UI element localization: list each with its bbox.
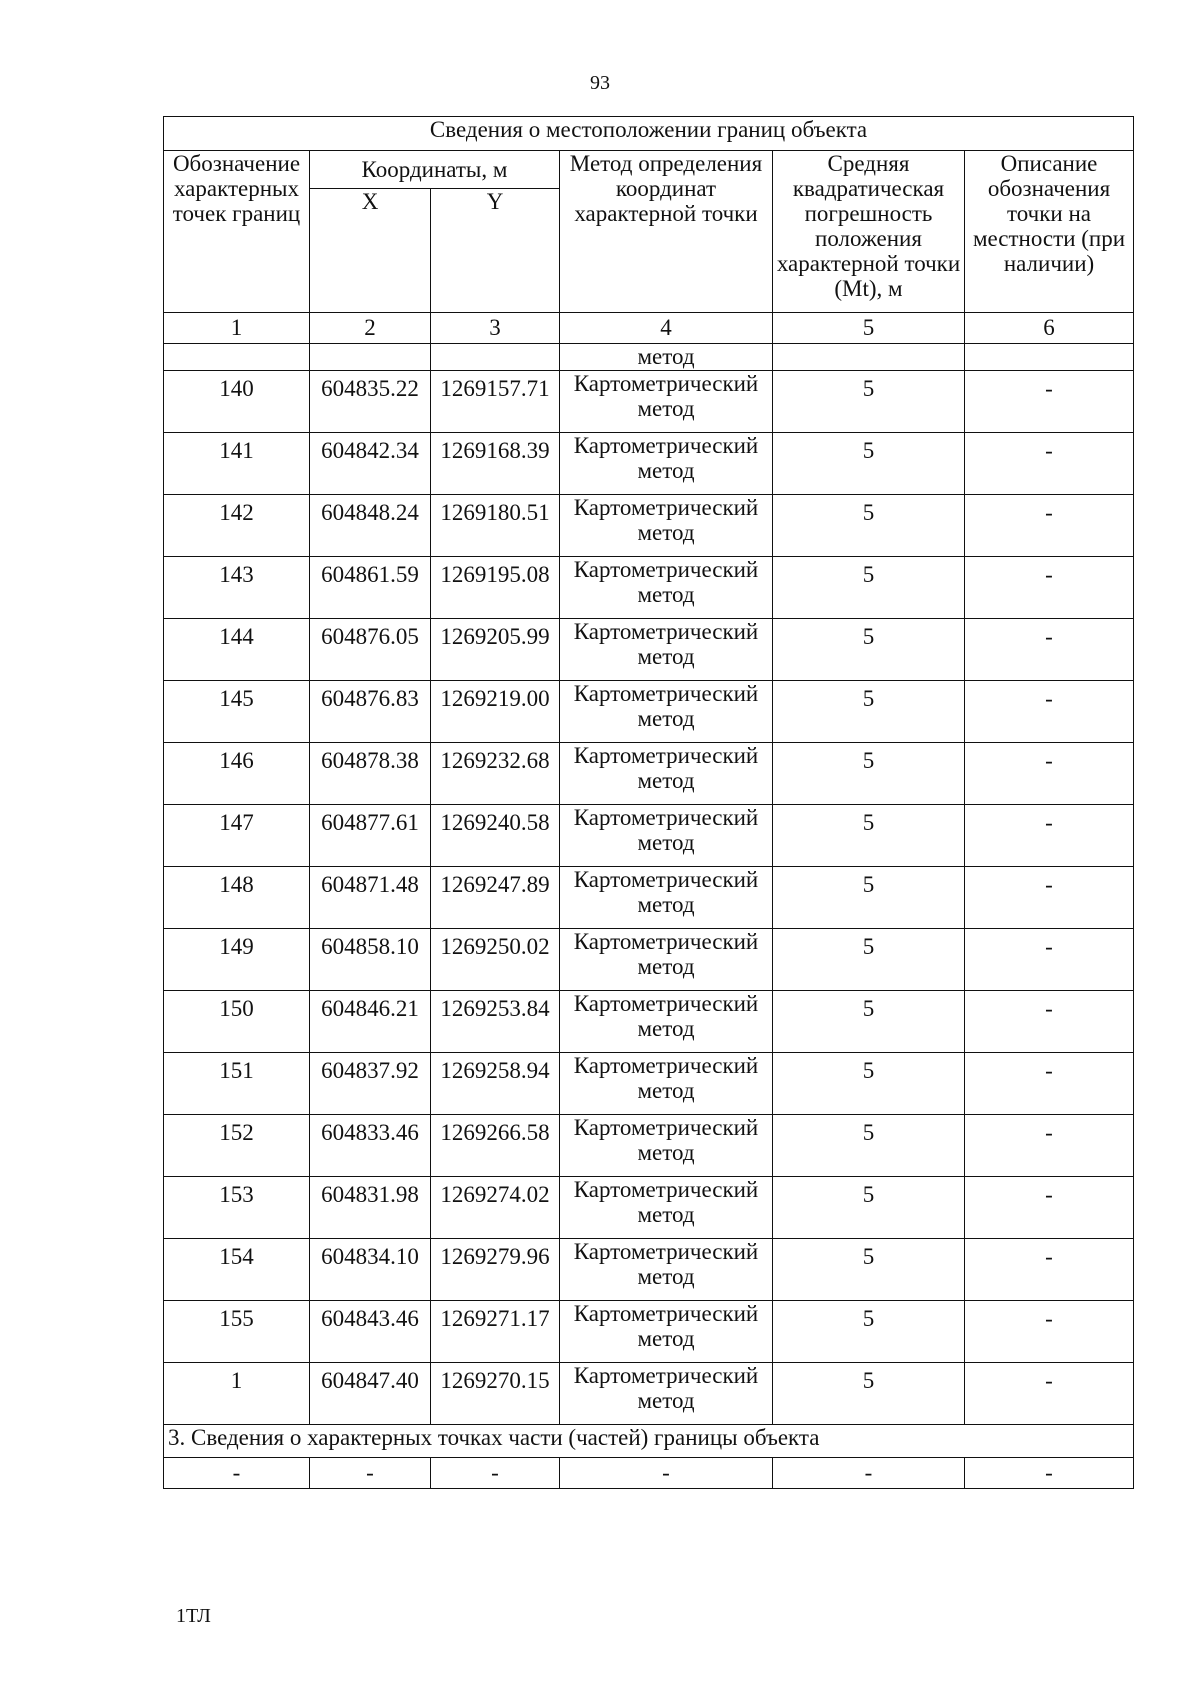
- method-line: метод: [637, 1078, 695, 1103]
- y-coordinate-cell: 1269274.02: [431, 1177, 560, 1239]
- method-line: Картометрический: [573, 1053, 759, 1078]
- y-coordinate-cell: 1269205.99: [431, 619, 560, 681]
- table-row: [164, 1301, 1134, 1363]
- table-row: [164, 371, 1134, 433]
- description-cell: -: [965, 557, 1134, 619]
- table-row: [164, 1177, 1134, 1239]
- point-cell: 149: [164, 929, 310, 991]
- description-cell: -: [965, 743, 1134, 805]
- method-line: метод: [637, 644, 695, 669]
- column-number: 1: [164, 313, 310, 344]
- section-3-value: -: [560, 1458, 773, 1489]
- table-row: [164, 805, 1134, 867]
- method-line: метод: [637, 520, 695, 545]
- x-coordinate-cell: 604878.38: [310, 743, 431, 805]
- method-line: Картометрический: [573, 743, 759, 768]
- method-line: Картометрический: [573, 619, 759, 644]
- x-coordinate-cell: 604877.61: [310, 805, 431, 867]
- method-cell: [560, 743, 773, 805]
- section-3-value: -: [773, 1458, 965, 1489]
- method-cell: [560, 805, 773, 867]
- point-cell: 148: [164, 867, 310, 929]
- method-cell: [560, 991, 773, 1053]
- description-cell: -: [965, 1239, 1134, 1301]
- table-row: [164, 1363, 1134, 1425]
- method-cell: [560, 867, 773, 929]
- column-number: 5: [773, 313, 965, 344]
- table-row: [164, 619, 1134, 681]
- method-cell: [560, 1301, 773, 1363]
- description-cell: -: [965, 433, 1134, 495]
- method-line: метод: [637, 830, 695, 855]
- mean-error-cell: 5: [773, 1301, 965, 1363]
- header-coordinates: Координаты, м: [310, 151, 560, 189]
- continuation-method: метод: [560, 344, 773, 371]
- point-cell: 147: [164, 805, 310, 867]
- header-x: X: [310, 189, 431, 313]
- x-coordinate-cell: 604847.40: [310, 1363, 431, 1425]
- method-line: Картометрический: [573, 371, 759, 396]
- method-cell: [560, 681, 773, 743]
- method-line: метод: [637, 954, 695, 979]
- section-3-value: -: [164, 1458, 310, 1489]
- y-coordinate-cell: 1269180.51: [431, 495, 560, 557]
- method-cell: [560, 619, 773, 681]
- description-cell: -: [965, 1115, 1134, 1177]
- continuation-row: [164, 344, 1134, 371]
- method-line: Картометрический: [573, 681, 759, 706]
- method-line: Картометрический: [573, 495, 759, 520]
- table-row: [164, 743, 1134, 805]
- header-y: Y: [431, 189, 560, 313]
- method-line: Картометрический: [573, 1363, 759, 1388]
- method-line: метод: [637, 396, 695, 421]
- mean-error-cell: 5: [773, 929, 965, 991]
- header-description: Описание обозначения точки на местности (при наличии): [965, 151, 1134, 313]
- method-cell: [560, 495, 773, 557]
- x-coordinate-cell: 604833.46: [310, 1115, 431, 1177]
- table-row: [164, 495, 1134, 557]
- table-row: [164, 1458, 1134, 1489]
- header-method: Метод определения координат характерной точки: [560, 151, 773, 313]
- y-coordinate-cell: 1269168.39: [431, 433, 560, 495]
- method-line: Картометрический: [573, 805, 759, 830]
- description-cell: -: [965, 867, 1134, 929]
- table-row: [164, 1239, 1134, 1301]
- mean-error-cell: 5: [773, 681, 965, 743]
- mean-error-cell: 5: [773, 1239, 965, 1301]
- column-number: 2: [310, 313, 431, 344]
- method-line: Картометрический: [573, 991, 759, 1016]
- boundary-coordinates-table: [163, 116, 1134, 1489]
- point-cell: 145: [164, 681, 310, 743]
- mean-error-cell: 5: [773, 1363, 965, 1425]
- description-cell: -: [965, 619, 1134, 681]
- method-cell: [560, 1115, 773, 1177]
- point-cell: 144: [164, 619, 310, 681]
- description-cell: -: [965, 1053, 1134, 1115]
- description-cell: -: [965, 371, 1134, 433]
- mean-error-cell: 5: [773, 991, 965, 1053]
- y-coordinate-cell: 1269219.00: [431, 681, 560, 743]
- x-coordinate-cell: 604861.59: [310, 557, 431, 619]
- method-cell: [560, 371, 773, 433]
- y-coordinate-cell: 1269258.94: [431, 1053, 560, 1115]
- description-cell: -: [965, 495, 1134, 557]
- method-line: метод: [637, 768, 695, 793]
- method-line: метод: [637, 892, 695, 917]
- method-line: метод: [637, 1264, 695, 1289]
- point-cell: 155: [164, 1301, 310, 1363]
- section-3-value: -: [310, 1458, 431, 1489]
- method-cell: [560, 433, 773, 495]
- mean-error-cell: 5: [773, 1177, 965, 1239]
- method-line: Картометрический: [573, 1239, 759, 1264]
- header-mean-error: Средняя квадратическая погрешность положения характерной точки (Mt), м: [773, 151, 965, 313]
- description-cell: -: [965, 805, 1134, 867]
- x-coordinate-cell: 604831.98: [310, 1177, 431, 1239]
- y-coordinate-cell: 1269232.68: [431, 743, 560, 805]
- mean-error-cell: 5: [773, 619, 965, 681]
- method-line: метод: [637, 706, 695, 731]
- y-coordinate-cell: 1269157.71: [431, 371, 560, 433]
- table-row: [164, 681, 1134, 743]
- section-3-title: 3. Сведения о характерных точках части (частей) границы объекта: [164, 1425, 1134, 1458]
- mean-error-cell: 5: [773, 557, 965, 619]
- x-coordinate-cell: 604871.48: [310, 867, 431, 929]
- method-line: Картометрический: [573, 1301, 759, 1326]
- y-coordinate-cell: 1269270.15: [431, 1363, 560, 1425]
- x-coordinate-cell: 604837.92: [310, 1053, 431, 1115]
- point-cell: 154: [164, 1239, 310, 1301]
- section-3-value: -: [965, 1458, 1134, 1489]
- table-row: [164, 557, 1134, 619]
- point-cell: 143: [164, 557, 310, 619]
- y-coordinate-cell: 1269279.96: [431, 1239, 560, 1301]
- x-coordinate-cell: 604842.34: [310, 433, 431, 495]
- y-coordinate-cell: 1269253.84: [431, 991, 560, 1053]
- method-line: Картометрический: [573, 1115, 759, 1140]
- point-cell: 152: [164, 1115, 310, 1177]
- column-number: 4: [560, 313, 773, 344]
- mean-error-cell: 5: [773, 371, 965, 433]
- x-coordinate-cell: 604876.83: [310, 681, 431, 743]
- mean-error-cell: 5: [773, 495, 965, 557]
- section-3-value: -: [431, 1458, 560, 1489]
- x-coordinate-cell: 604848.24: [310, 495, 431, 557]
- y-coordinate-cell: 1269247.89: [431, 867, 560, 929]
- table-row: [164, 1115, 1134, 1177]
- header-point-designation: Обозначение характерных точек границ: [164, 151, 310, 313]
- mean-error-cell: 5: [773, 805, 965, 867]
- table-row: [164, 991, 1134, 1053]
- mean-error-cell: 5: [773, 1053, 965, 1115]
- method-cell: [560, 929, 773, 991]
- column-number: 3: [431, 313, 560, 344]
- point-cell: 142: [164, 495, 310, 557]
- table-row: [164, 929, 1134, 991]
- description-cell: -: [965, 1177, 1134, 1239]
- point-cell: 140: [164, 371, 310, 433]
- method-line: метод: [637, 458, 695, 483]
- table-row: [164, 433, 1134, 495]
- method-cell: [560, 1053, 773, 1115]
- page-number: 93: [590, 72, 610, 94]
- x-coordinate-cell: 604835.22: [310, 371, 431, 433]
- method-line: Картометрический: [573, 929, 759, 954]
- y-coordinate-cell: 1269250.02: [431, 929, 560, 991]
- y-coordinate-cell: 1269266.58: [431, 1115, 560, 1177]
- method-cell: [560, 1239, 773, 1301]
- table-row: [164, 1053, 1134, 1115]
- x-coordinate-cell: 604843.46: [310, 1301, 431, 1363]
- mean-error-cell: 5: [773, 1115, 965, 1177]
- method-line: метод: [637, 582, 695, 607]
- x-coordinate-cell: 604876.05: [310, 619, 431, 681]
- mean-error-cell: 5: [773, 433, 965, 495]
- point-cell: 151: [164, 1053, 310, 1115]
- footer-code: 1ТЛ: [176, 1605, 211, 1627]
- point-cell: 1: [164, 1363, 310, 1425]
- mean-error-cell: 5: [773, 867, 965, 929]
- x-coordinate-cell: 604846.21: [310, 991, 431, 1053]
- method-line: Картометрический: [573, 433, 759, 458]
- method-cell: [560, 1177, 773, 1239]
- y-coordinate-cell: 1269240.58: [431, 805, 560, 867]
- x-coordinate-cell: 604834.10: [310, 1239, 431, 1301]
- description-cell: -: [965, 1301, 1134, 1363]
- table-title: Сведения о местоположении границ объекта: [164, 117, 1134, 151]
- method-line: метод: [637, 1202, 695, 1227]
- method-line: Картометрический: [573, 557, 759, 582]
- point-cell: 153: [164, 1177, 310, 1239]
- description-cell: -: [965, 1363, 1134, 1425]
- x-coordinate-cell: 604858.10: [310, 929, 431, 991]
- method-line: Картометрический: [573, 1177, 759, 1202]
- method-line: метод: [637, 1140, 695, 1165]
- point-cell: 141: [164, 433, 310, 495]
- point-cell: 146: [164, 743, 310, 805]
- mean-error-cell: 5: [773, 743, 965, 805]
- method-cell: [560, 557, 773, 619]
- description-cell: -: [965, 991, 1134, 1053]
- table-row: [164, 867, 1134, 929]
- method-cell: [560, 1363, 773, 1425]
- description-cell: -: [965, 929, 1134, 991]
- method-line: метод: [637, 1016, 695, 1041]
- method-line: Картометрический: [573, 867, 759, 892]
- y-coordinate-cell: 1269271.17: [431, 1301, 560, 1363]
- y-coordinate-cell: 1269195.08: [431, 557, 560, 619]
- point-cell: 150: [164, 991, 310, 1053]
- method-line: метод: [637, 1326, 695, 1351]
- column-number: 6: [965, 313, 1134, 344]
- method-line: метод: [637, 1388, 695, 1413]
- description-cell: -: [965, 681, 1134, 743]
